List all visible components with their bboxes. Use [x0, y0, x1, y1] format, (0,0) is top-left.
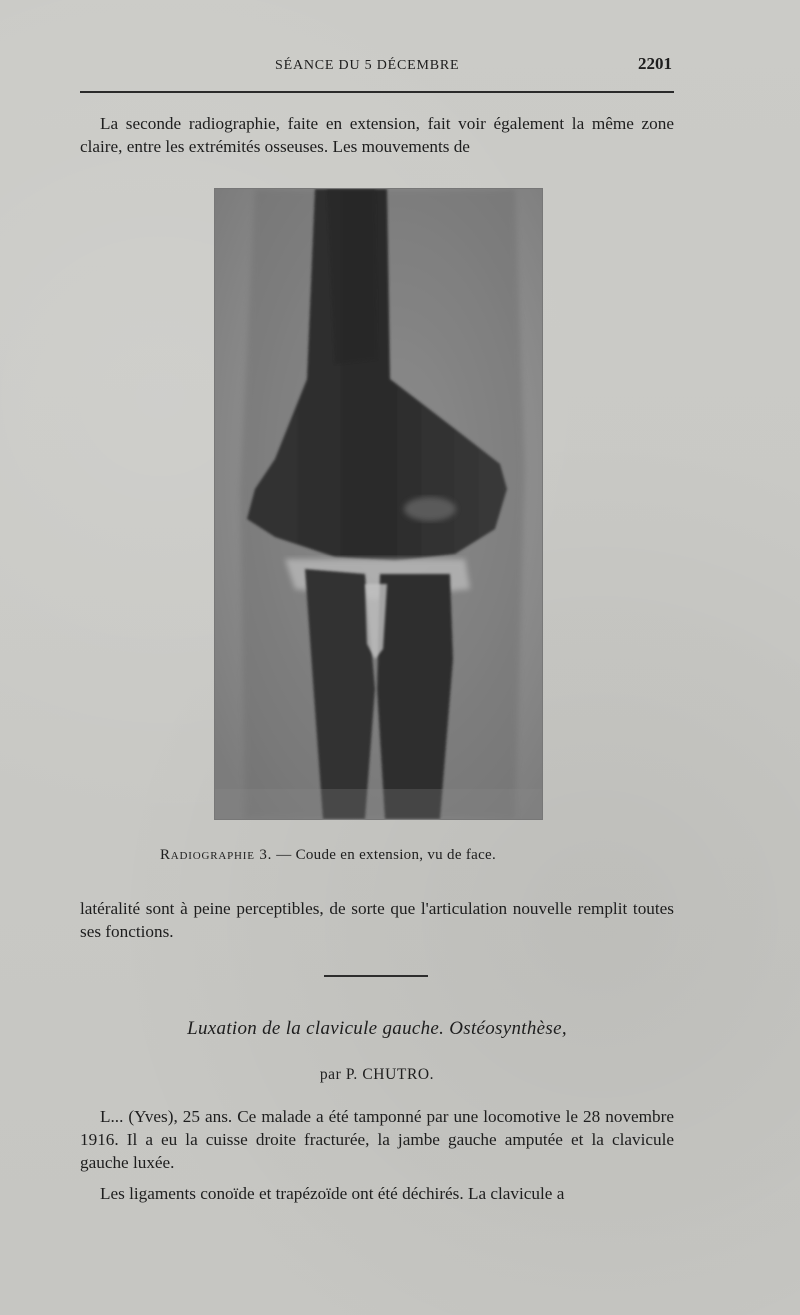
figure-caption-label: Radiographie 3.: [160, 847, 273, 863]
paragraph-case: L... (Yves), 25 ans. Ce malade a été tamponné par une locomotive le 28 novembre 1916. Il a eu la cuisse droite fracturée, la jambe gauche amputée et la clavicule gauche luxée.: [80, 1107, 674, 1172]
page-header: [80, 54, 674, 76]
page-number: 2201: [638, 54, 672, 73]
article-byline: par P. CHUTRO.: [319, 1066, 435, 1083]
figure-caption-text: — Coude en extension, vu de face.: [272, 847, 497, 863]
header-rule: [80, 91, 674, 93]
paragraph-continuation: latéralité sont à peine perceptibles, de sorte que l'articulation nouvelle remplit toutes ses fonctions.: [80, 899, 674, 941]
article-title: Luxation de la clavicule gauche. Ostéosynthèse,: [187, 1018, 567, 1039]
running-head: SÉANCE DU 5 DÉCEMBRE: [275, 58, 460, 73]
paragraph-ligaments: Les ligaments conoïde et trapézoïde ont été déchirés. La clavicule a: [100, 1184, 565, 1203]
figure-caption: [160, 847, 660, 864]
section-separator: [324, 975, 428, 977]
paragraph-intro: La seconde radiographie, faite en extension, fait voir également la même zone claire, entre les extrémités osseuses. Les mouvements de: [80, 114, 674, 156]
elbow-radiograph-image: [214, 188, 543, 820]
